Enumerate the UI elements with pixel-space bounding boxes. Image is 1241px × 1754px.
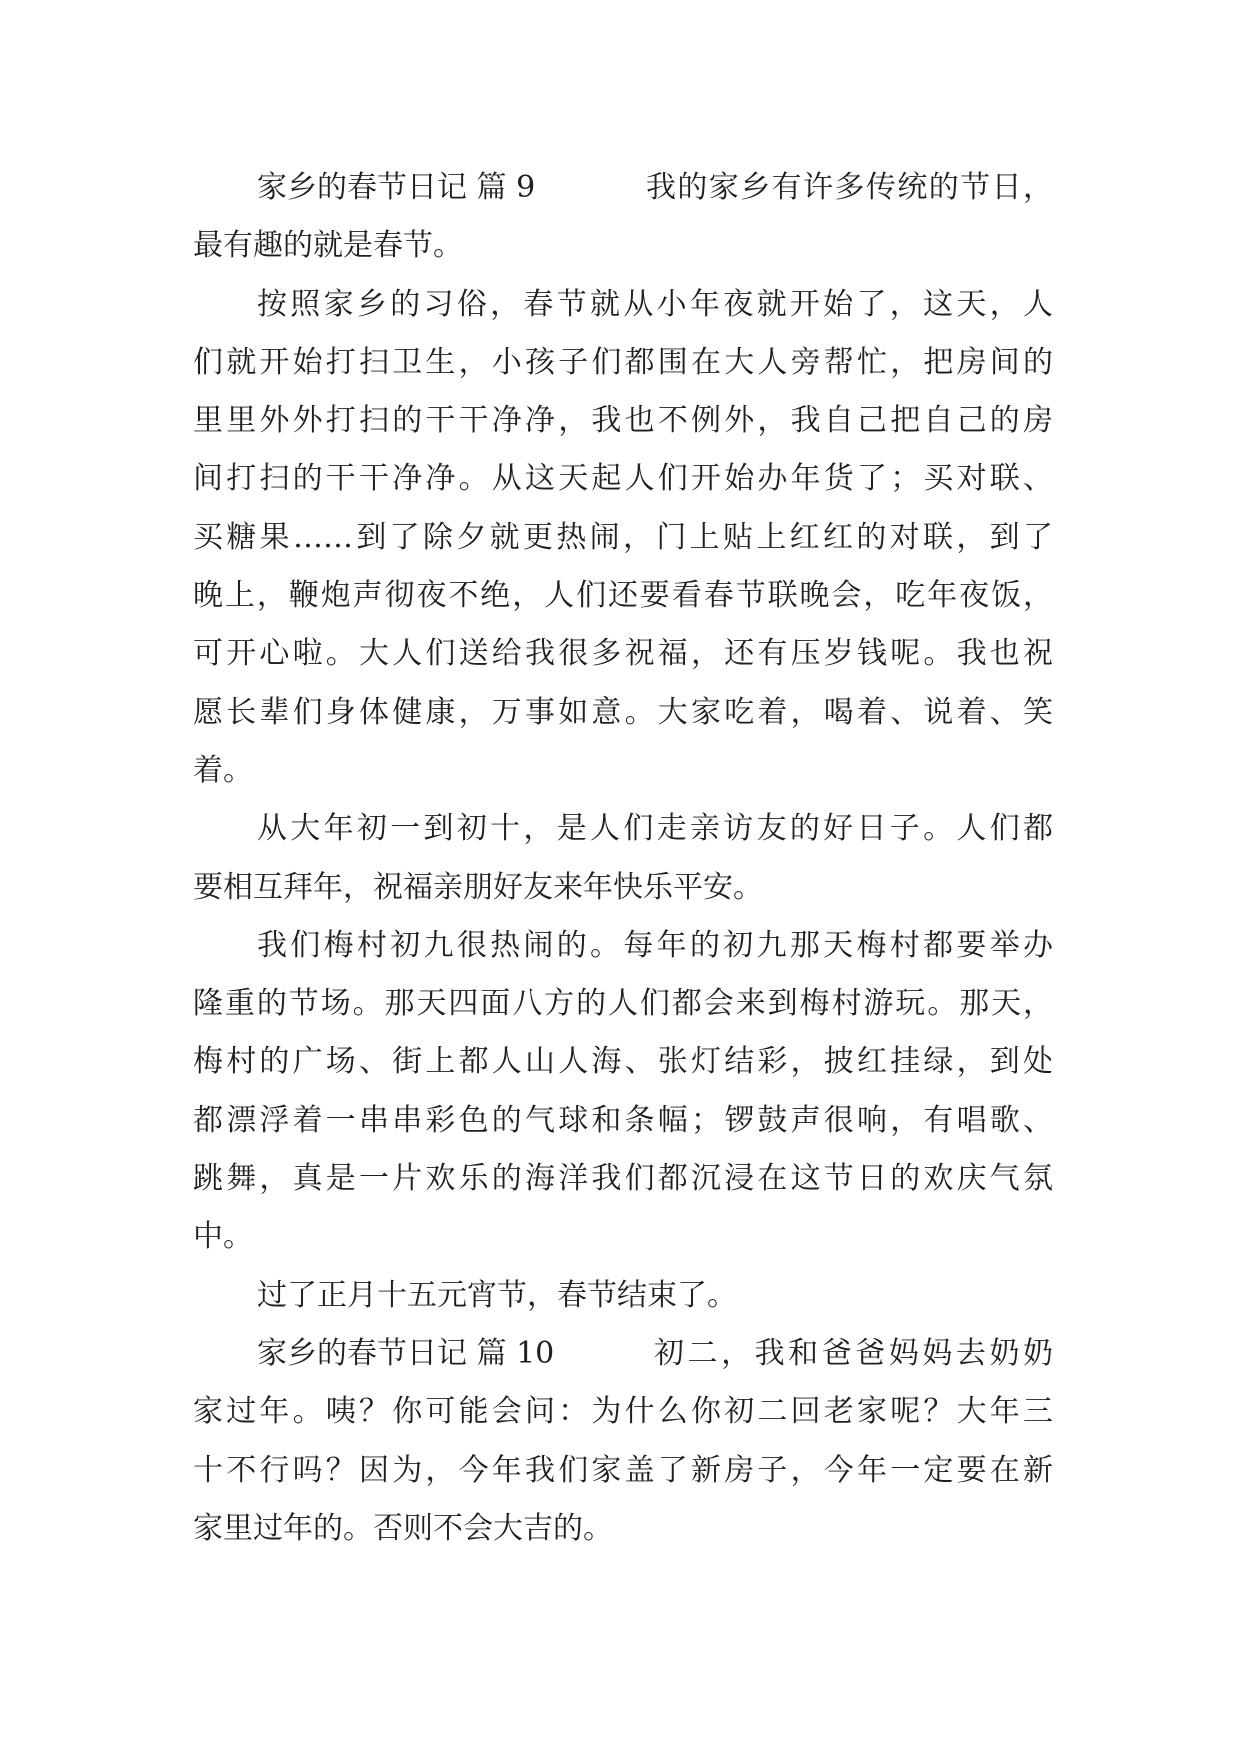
paragraph	[193, 1325, 1053, 1558]
text-line: 着。	[193, 752, 253, 788]
text-line: 家过年。咦？你可能会问：为什么你初二回老家呢？大年三	[193, 1394, 1053, 1430]
text-line: 里里外外打扫的干干净净，我也不例外，我自己把自己的房	[193, 403, 1053, 439]
text-line: 隆重的节场。那天四面八方的人们都会来到梅村游玩。那天，	[193, 986, 1053, 1022]
text-line: 晚上，鞭炮声彻夜不绝，人们还要看春节联晚会，吃年夜饭，	[193, 578, 1053, 614]
text-line: 我们梅村初九很热闹的。每年的初九那天梅村都要举办	[257, 927, 1053, 963]
text-line: 从大年初一到初十，是人们走亲访友的好日子。人们都	[257, 811, 1053, 847]
text-line: 间打扫的干干净净。从这天起人们开始办年货了；买对联、	[193, 461, 1053, 497]
paragraph	[193, 159, 1053, 276]
text-line: 十不行吗？因为，今年我们家盖了新房子，今年一定要在新	[193, 1452, 1053, 1488]
text-line	[193, 1325, 1053, 1383]
text-line	[193, 159, 1053, 217]
paragraph	[193, 917, 1053, 1267]
text-line: 可开心啦。大人们送给我很多祝福，还有压岁钱呢。我也祝	[193, 636, 1053, 672]
text-line: 们就开始打扫卫生，小孩子们都围在大人旁帮忙，把房间的	[193, 344, 1053, 380]
text-line: 跳舞，真是一片欢乐的海洋我们都沉浸在这节日的欢庆气氛	[193, 1161, 1053, 1197]
text-line: 按照家乡的习俗，春节就从小年夜就开始了，这天，人	[257, 286, 1053, 322]
paragraph	[193, 1267, 1053, 1325]
text-line: 愿长辈们身体健康，万事如意。大家吃着，喝着、说着、笑	[193, 694, 1053, 730]
line-text: 我的家乡有许多传统的节日，	[646, 170, 1053, 205]
line-text: 初二，我和爸爸妈妈去奶奶	[654, 1335, 1053, 1371]
text-line: 中。	[193, 1219, 253, 1255]
text-line: 最有趣的就是春节。	[193, 228, 463, 264]
text-line: 过了正月十五元宵节，春节结束了。	[257, 1277, 737, 1313]
text-line: 买糖果……到了除夕就更热闹，门上贴上红红的对联，到了	[193, 519, 1053, 555]
text-line: 家里过年的。否则不会大吉的。	[193, 1510, 613, 1546]
text-line: 要相互拜年，祝福亲朋好友来年快乐平安。	[193, 869, 763, 905]
text-line: 梅村的广场、街上都人山人海、张灯结彩，披红挂绿，到处	[193, 1044, 1053, 1080]
text-line: 都漂浮着一串串彩色的气球和条幅；锣鼓声很响，有唱歌、	[193, 1102, 1053, 1138]
paragraph	[193, 276, 1053, 801]
paragraph	[193, 800, 1053, 917]
diary-title: 家乡的春节日记 篇 10	[257, 1335, 555, 1371]
diary-title: 家乡的春节日记 篇 9	[257, 170, 536, 205]
document-body	[193, 159, 1053, 1558]
